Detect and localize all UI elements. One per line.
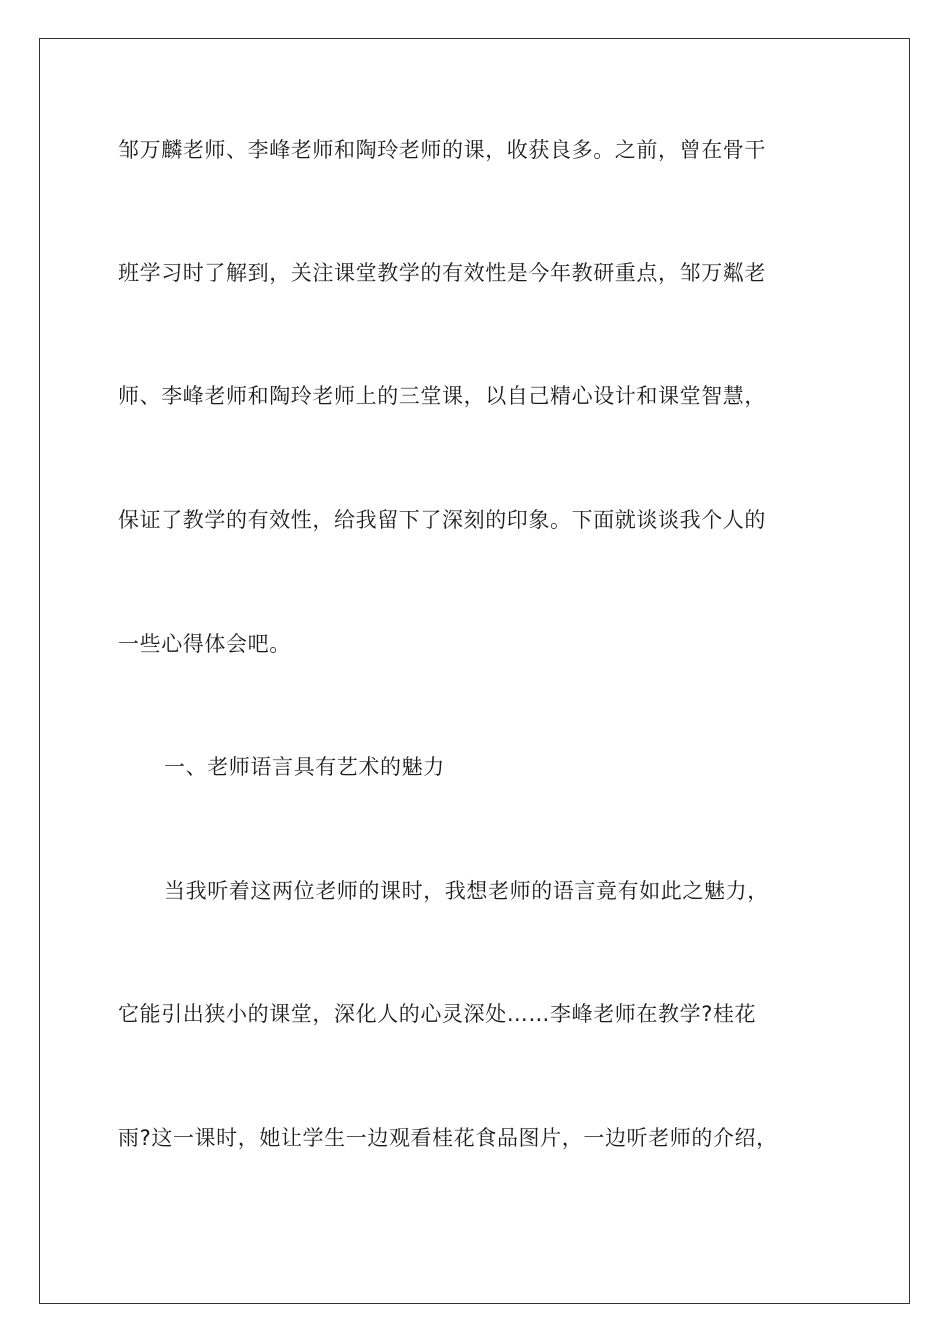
paragraph-line-8: 雨?这一课时，她让学生一边观看桂花食品图片，一边听老师的介绍， [118, 1126, 778, 1150]
paragraph-line-1: 邹万麟老师、李峰老师和陶玲老师的课，收获良多。之前，曾在骨干 [118, 138, 766, 162]
paragraph-line-5: 一些心得体会吧。 [118, 632, 291, 656]
paragraph-line-4: 保证了教学的有效性，给我留下了深刻的印象。下面就谈谈我个人的 [118, 508, 766, 532]
paragraph-line-2: 班学习时了解到，关注课堂教学的有效性是今年教研重点，邹万粼老 [118, 261, 766, 285]
page-frame [39, 38, 910, 1304]
section-heading: 一、老师语言具有艺术的魅力 [164, 755, 445, 779]
paragraph-line-6: 当我听着这两位老师的课时，我想老师的语言竟有如此之魅力， [164, 879, 769, 903]
paragraph-line-3: 师、李峰老师和陶玲老师上的三堂课，以自己精心设计和课堂智慧， [118, 384, 766, 408]
paragraph-line-7: 它能引出狭小的课堂，深化人的心灵深处……李峰老师在教学?桂花 [118, 1002, 757, 1026]
